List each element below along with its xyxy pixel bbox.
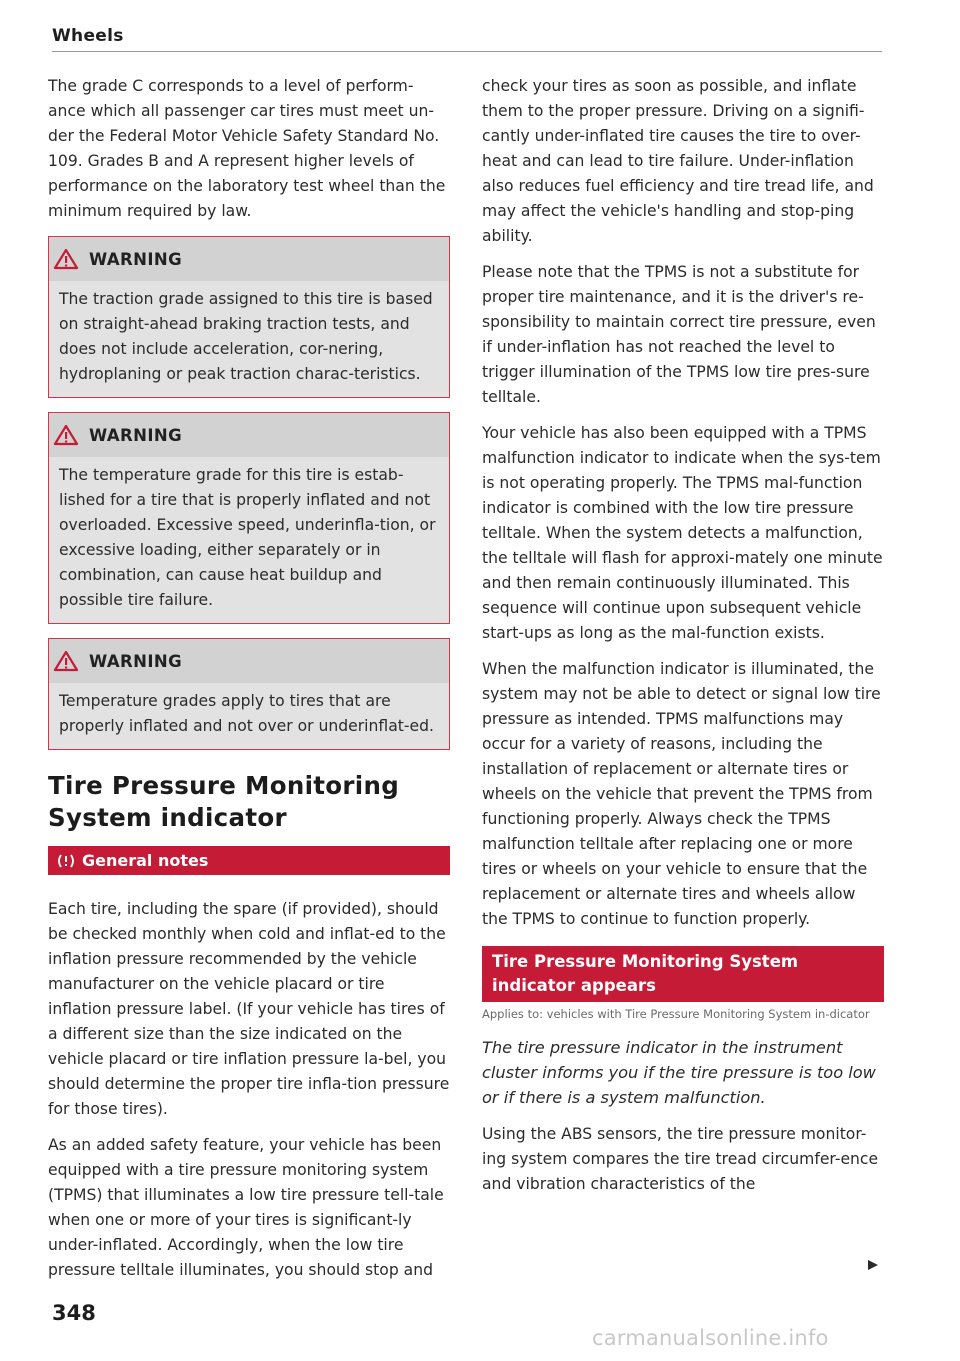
warning-triangle-icon [53,650,79,672]
warning-box-traction [48,236,450,398]
warning-box-temperature-grades [48,638,450,750]
warning-triangle-icon [53,424,79,446]
paragraph-tpms-feature: As an added safety feature, your vehicle has been equipped with a tire pressure monitoring system (TPMS) that illuminates a low tire pressure tell-tale when one or more of your tires is significant-ly under-inflated. Accordingly, when the low tire pressure telltale illuminates, you should stop and [48,1136,444,1279]
general-notes-bar [48,846,450,875]
page-header-title: Wheels [52,26,124,46]
tpms-icon [56,852,76,870]
subsection-title-bar: Tire Pressure Monitoring System indicator appears [482,946,884,1002]
warning-header [49,639,449,683]
warning-header [49,413,449,457]
warning-text: Temperature grades apply to tires that are properly inflated and not over or underinflat-ed. [49,683,449,749]
right-column [482,74,884,1208]
paragraph-monthly-check: Each tire, including the spare (if provided), should be checked monthly when cold and inflat-ed to the inflation pressure recommended by the vehicle manufacturer on the vehicle placard or tire inflation pressure label. (If your vehicle has tires of a different size than the size indicated on the vehicle placard or tire inflation pressure la-bel, you should determine the proper tire infla-tion pressure for those tires). [48,900,450,1118]
warning-text: The traction grade assigned to this tire is based on straight-ahead braking traction tests, and does not include acceleration, cor-nering, hydroplaning or peak traction charac-teristics. [49,281,449,397]
paragraph-tire-grade: The grade C corresponds to a level of perform-ance which all passenger car tires must meet un-der the Federal Motor Vehicle Safety Standard No. 109. Grades B and A represent higher levels of performance on the laboratory test wheel than the minimum required by law. [48,77,446,220]
left-column [48,74,450,1294]
warning-box-temperature [48,412,450,624]
paragraph-abs-sensors: Using the ABS sensors, the tire pressure monitor-ing system compares the tire tread circumfer-ence and vibration characteristics of the [482,1125,879,1193]
page-number: 348 [52,1301,96,1325]
general-notes-label: General notes [82,851,209,870]
warning-label: WARNING [89,425,183,445]
watermark: carmanualsonline.info [592,1326,829,1350]
warning-text: The temperature grade for this tire is estab-lished for a tire that is properly inflated and not overloaded. Excessive speed, underinfla-tion, or excessive loading, either separately or in combination, can cause heat buildup and possible tire failure. [49,457,449,623]
paragraph-malfunction-indicator: Your vehicle has also been equipped with a TPMS malfunction indicator to indicate when the sys-tem is not operating properly. The TPMS mal-function indicator is combined with the low tire pressure telltale. When the system detects a malfunction, the telltale will flash for approxi-mately one minute and then remain continuously illuminated. This sequence will continue upon subsequent vehicle start-ups as long as the mal-function exists. [482,424,883,642]
warning-label: WARNING [89,651,183,671]
intro-italic: The tire pressure indicator in the instrument cluster informs you if the tire pressure is too low or if there is a system malfunction. [482,1038,876,1107]
applies-to-note: Applies to: vehicles with Tire Pressure Monitoring System in-dicator [482,1007,870,1021]
continue-arrow-icon [866,1258,880,1272]
header-divider [52,51,882,52]
warning-label: WARNING [89,249,183,269]
warning-header [49,237,449,281]
paragraph-malfunction-illuminated: When the malfunction indicator is illuminated, the system may not be able to detect or signal low tire pressure as intended. TPMS malfunctions may occur for a variety of reasons, including the installation of replacement or alternate tires or wheels on the vehicle that prevent the TPMS from functioning properly. Always check the TPMS malfunction telltale after replacing one or more tires or wheels on your vehicle to ensure that the replacement or alternate tires and wheels allow the TPMS to continue to function properly. [482,660,881,928]
warning-triangle-icon [53,248,79,270]
paragraph-tpms-not-substitute: Please note that the TPMS is not a substitute for proper tire maintenance, and it is the driver's re-sponsibility to maintain correct tire pressure, even if under-inflation has not reached the level to trigger illumination of the TPMS low tire pres-sure telltale. [482,263,876,406]
paragraph-check-tires: check your tires as soon as possible, and inflate them to the proper pressure. Driving on a signifi-cantly under-inflated tire causes the tire to over-heat and can lead to tire failure. Under-inflation also reduces fuel efficiency and tire tread life, and may affect the vehicle's handling and stop-ping ability. [482,77,874,245]
section-title: Tire Pressure Monitoring System indicator [48,771,400,832]
